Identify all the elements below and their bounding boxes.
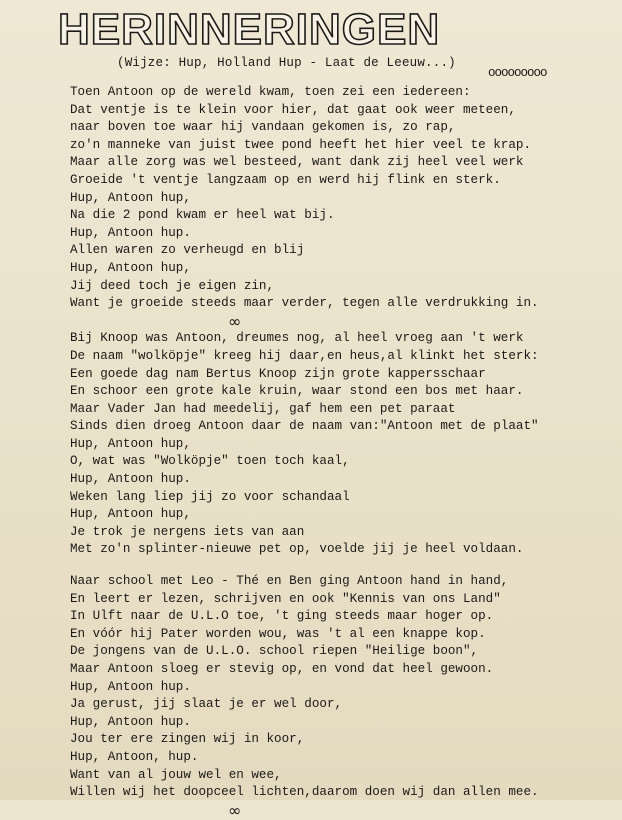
lyric-line: Naar school met Leo - Thé en Ben ging Antoon hand in hand, <box>70 574 509 589</box>
lyric-line: O, wat was "Wolköpje" toen toch kaal, <box>70 454 350 469</box>
lyric-line: En vóór hij Pater worden wou, was 't al een knappe kop. <box>70 626 486 641</box>
lyric-line: Want van al jouw wel en wee, <box>70 767 282 782</box>
lyric-line: Hup, Antoon hup. <box>70 472 191 487</box>
lyric-line: En schoor een grote kale kruin, waar stond een bos met haar. <box>70 384 524 399</box>
lyric-line: Hup, Antoon hup. <box>70 679 191 694</box>
lyric-line: En leert er lezen, schrijven en ook "Kennis van ons Land" <box>70 591 501 606</box>
lyric-line: Jij deed toch je eigen zin, <box>70 278 275 293</box>
verse-2 <box>70 330 608 559</box>
lyric-line: Hup, Antoon hup, <box>70 190 191 205</box>
lyric-line: Sinds dien droeg Antoon daar de naam van:"Antoon met de plaat" <box>70 419 539 434</box>
lyric-line: Dat ventje is te klein voor hier, dat gaat ook weer meteen, <box>70 102 516 117</box>
lyric-line: Hup, Antoon, hup. <box>70 749 199 764</box>
lyric-line: Want je groeide steeds maar verder, tegen alle verdrukking in. <box>70 296 539 311</box>
ornament-end-icon: ∞ <box>228 800 242 820</box>
ornament-divider-icon: ∞ <box>228 311 242 331</box>
lyric-line: Willen wij het doopceel lichten,daarom doen wij dan allen mee. <box>70 785 539 800</box>
lyrics <box>70 84 608 819</box>
decorative-dots: ooooooooo <box>488 66 547 80</box>
lyric-line: De jongens van de U.L.O. school riepen "Heilige boon", <box>70 644 479 659</box>
lyric-line: Met zo'n splinter-nieuwe pet op, voelde jij je heel voldaan. <box>70 542 524 557</box>
lyric-line: Hup, Antoon hup, <box>70 436 191 451</box>
song-title: HERINNERINGEN <box>58 5 441 54</box>
lyric-line: Toen Antoon op de wereld kwam, toen zei een iedereen: <box>70 85 471 99</box>
lyric-line: Weken lang liep jij zo voor schandaal <box>70 489 350 504</box>
lyric-line: Hup, Antoon hup. <box>70 225 191 240</box>
lyric-line: Jou ter ere zingen wij in koor, <box>70 732 305 747</box>
lyric-line: De naam "wolköpje" kreeg hij daar,en heus,al klinkt het sterk: <box>70 348 539 363</box>
lyric-line: Een goede dag nam Bertus Knoop zijn grote kappersschaar <box>70 366 486 381</box>
lyric-line: naar boven toe waar hij vandaan gekomen is, zo rap, <box>70 120 456 135</box>
stanza-gap <box>70 559 608 573</box>
lyric-line: Ja gerust, jij slaat je er wel door, <box>70 697 343 712</box>
lyric-line: In Ulft naar de U.L.O toe, 't ging steeds maar hoger op. <box>70 609 494 624</box>
lyric-line: Hup, Antoon hup, <box>70 260 191 275</box>
lyric-line: Allen waren zo verheugd en blij <box>70 243 305 258</box>
lyric-line: Bij Knoop was Antoon, dreumes nog, al heel vroeg aan 't werk <box>70 331 524 346</box>
lyric-line: Maar Vader Jan had meedelij, gaf hem een pet paraat <box>70 401 456 416</box>
lyric-line: Hup, Antoon hup. <box>70 714 191 729</box>
melody-note: (Wijze: Hup, Holland Hup - Laat de Leeuw...) <box>117 56 456 70</box>
verse-3 <box>70 573 608 802</box>
lyric-line: Groeide 't ventje langzaam op en werd hij flink en sterk. <box>70 172 501 187</box>
lyric-line: Maar Antoon sloeg er stevig op, en vond dat heel gewoon. <box>70 662 494 676</box>
lyric-line: zo'n manneke van juist twee pond heeft het hier veel te krap. <box>70 137 532 152</box>
verse-1 <box>70 84 608 313</box>
lyric-line: Maar alle zorg was wel besteed, want dank zij heel veel werk <box>70 155 524 170</box>
lyric-line: Je trok je nergens iets van aan <box>70 524 305 539</box>
lyric-line: Hup, Antoon hup, <box>70 507 191 522</box>
lyric-line: Na die 2 pond kwam er heel wat bij. <box>70 208 335 223</box>
